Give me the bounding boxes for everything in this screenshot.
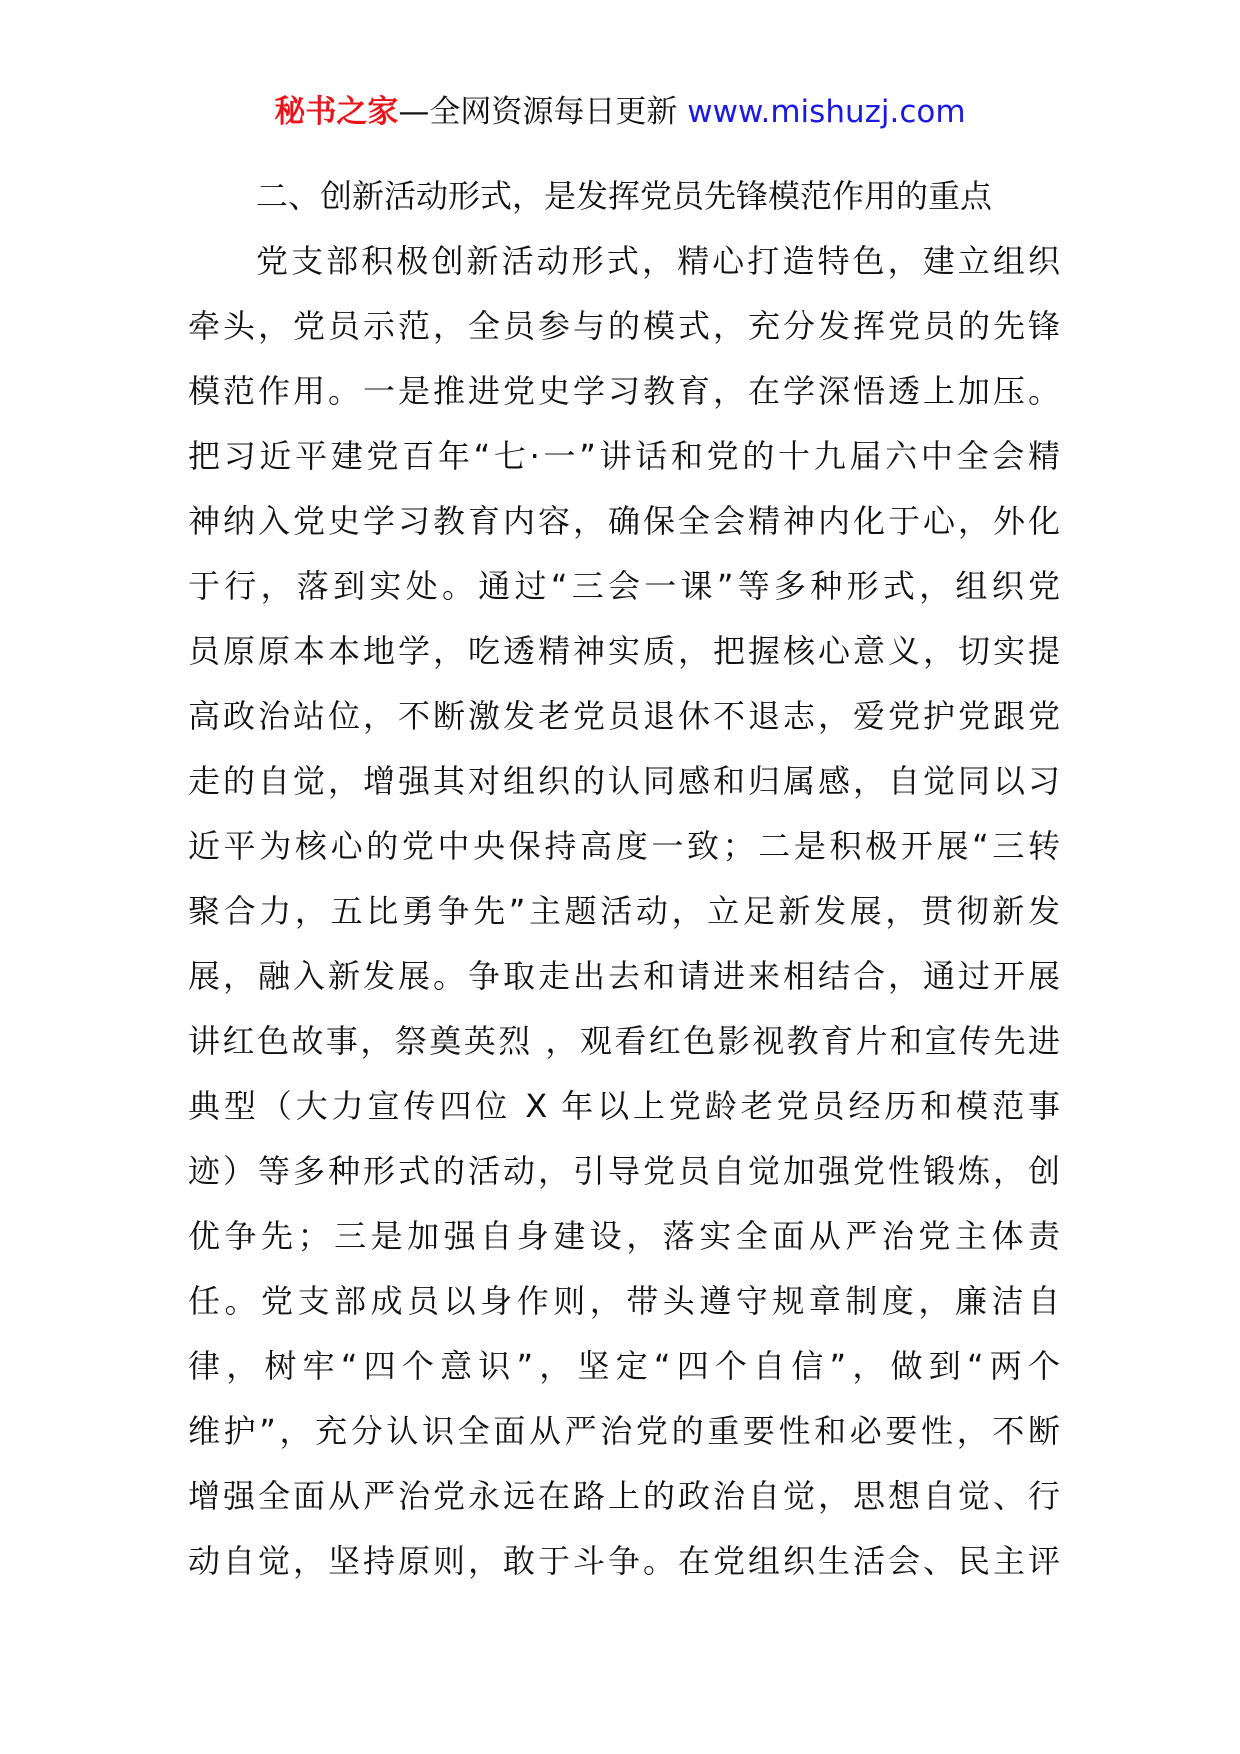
paragraph-line: 员原原本本地学，吃透精神实质，把握核心意义，切实提 xyxy=(188,632,1060,670)
paragraph-line: 高政治站位，不断激发老党员退休不退志，爱党护党跟党 xyxy=(188,697,1060,735)
paragraph-line: 展，融入新发展。争取走出去和请进来相结合，通过开展 xyxy=(188,957,1060,995)
site-header xyxy=(0,92,1240,132)
site-tagline: —全网资源每日更新 xyxy=(398,94,688,130)
paragraph-line: 迹）等多种形式的活动，引导党员自觉加强党性锻炼，创 xyxy=(188,1152,1060,1190)
paragraph-line: 聚合力，五比勇争先”主题活动，立足新发展，贯彻新发 xyxy=(188,892,1060,930)
paragraph-line: 任。党支部成员以身作则，带头遵守规章制度，廉洁自 xyxy=(188,1282,1060,1320)
site-url-link[interactable]: www.mishuzj.com xyxy=(687,94,966,130)
body-paragraph xyxy=(188,229,1060,1594)
paragraph-line: 神纳入党史学习教育内容，确保全会精神内化于心，外化 xyxy=(188,502,1060,540)
paragraph-line: 维护”，充分认识全面从严治党的重要性和必要性，不断 xyxy=(188,1412,1060,1450)
paragraph-line: 律，树牢“四个意识”，坚定“四个自信”，做到“两个 xyxy=(188,1347,1060,1385)
paragraph-line: 模范作用。一是推进党史学习教育，在学深悟透上加压。 xyxy=(188,372,1060,410)
paragraph-line: 把习近平建党百年“七·一”讲话和党的十九届六中全会精 xyxy=(188,437,1060,475)
document-body xyxy=(188,164,1060,1594)
site-brand: 秘书之家 xyxy=(274,94,399,130)
paragraph-line: 于行，落到实处。通过“三会一课”等多种形式，组织党 xyxy=(188,567,1060,605)
paragraph-line: 优争先；三是加强自身建设，落实全面从严治党主体责 xyxy=(188,1217,1060,1255)
paragraph-line: 党支部积极创新活动形式，精心打造特色，建立组织 xyxy=(256,242,1060,280)
paragraph-line: 增强全面从严治党永远在路上的政治自觉，思想自觉、行 xyxy=(188,1477,1060,1515)
paragraph-line: 走的自觉，增强其对组织的认同感和归属感，自觉同以习 xyxy=(188,762,1060,800)
paragraph-line: 典型（大力宣传四位 X 年以上党龄老党员经历和模范事 xyxy=(188,1087,1060,1125)
paragraph-line: 讲红色故事，祭奠英烈 ，观看红色影视教育片和宣传先进 xyxy=(188,1022,1060,1060)
paragraph-line: 近平为核心的党中央保持高度一致；二是积极开展“三转 xyxy=(188,827,1060,865)
section-heading: 二、创新活动形式，是发挥党员先锋模范作用的重点 xyxy=(256,177,993,215)
paragraph-line: 牵头，党员示范，全员参与的模式，充分发挥党员的先锋 xyxy=(188,307,1060,345)
paragraph-line: 动自觉，坚持原则，敢于斗争。在党组织生活会、民主评 xyxy=(188,1542,1060,1580)
